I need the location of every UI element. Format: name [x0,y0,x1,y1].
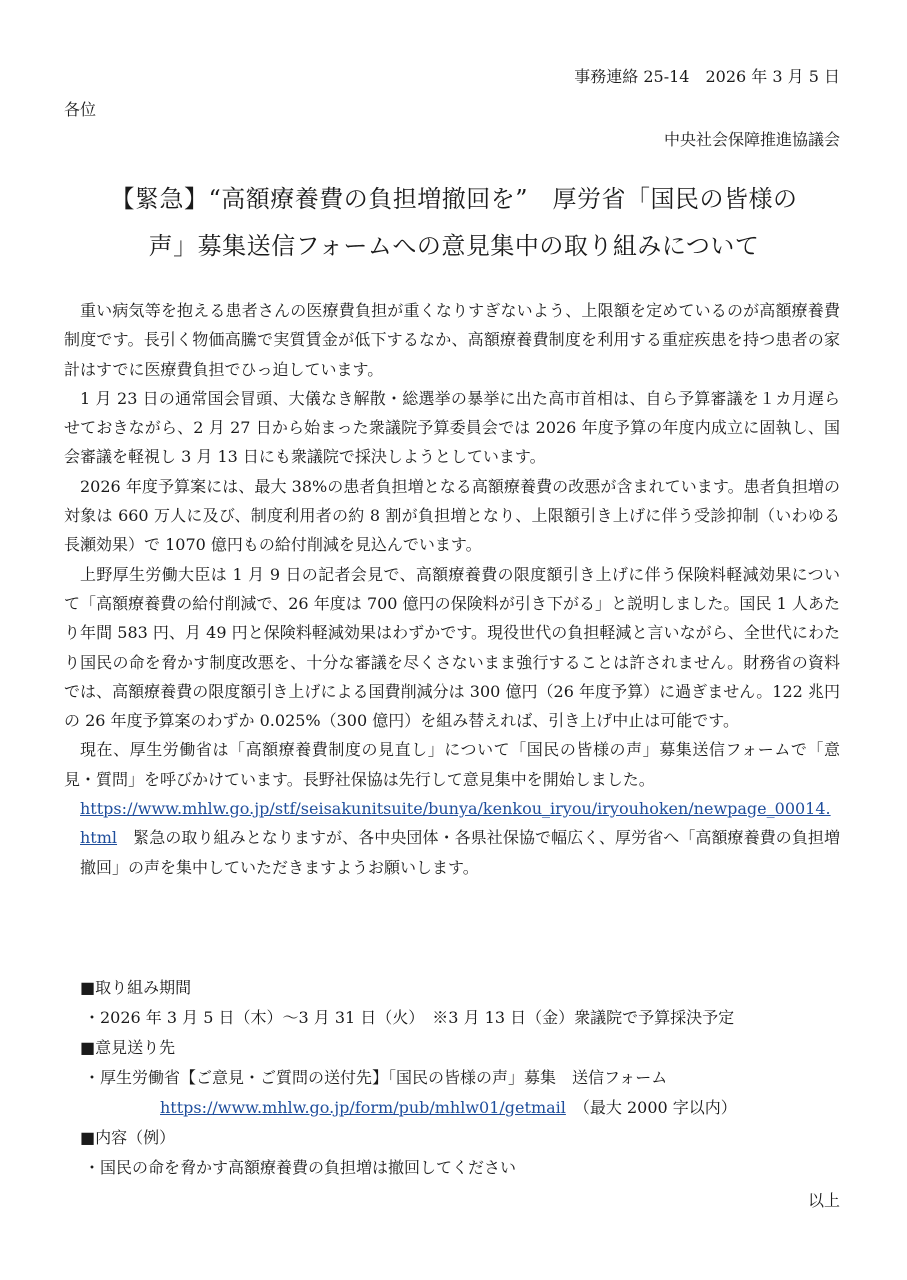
document-reference-date: 事務連絡 25-14 2026 年 3 月 5 日 [574,67,840,86]
title-line-2: 声」募集送信フォームへの意見集中の取り組みについて [148,232,760,260]
period-heading: ■取り組み期間 [80,978,192,997]
destination-heading: ■意見送り先 [80,1038,176,1057]
document-title [64,176,844,270]
addressee: 各位 [64,100,97,119]
paragraph-6-text: 緊急の取り組みとなりますが、各中央団体・各県社保協で幅広く、厚労省へ「高額療養費の負担増撤回」の声を集中していただきますようお願いします。 [80,828,840,877]
paragraph-3: 2026 年度予算案には、最大 38%の患者負担増となる高額療養費の改悪が含まれています。患者負担増の対象は 660 万人に及び、制度利用者の約 8 割が負担増となり、上限額引き上げに伴う受診抑制（いわゆる長瀬効果）で 1070 億円もの給付削減を見込んでいます。 [64,476,840,555]
destination-url-line [64,1093,840,1123]
mhlw-form-link[interactable]: https://www.mhlw.go.jp/form/pub/mhlw01/getmail [160,1098,566,1117]
paragraph-5: 現在、厚生労働省は「高額療養費制度の見直し」について「国民の皆様の声」募集送信フォームで「意見・質問」を呼びかけています。長野社保協は先行して意見集中を開始しました。 [64,740,840,789]
issuing-organization: 中央社会保障推進協議会 [663,130,840,149]
mhlw-info-link[interactable]: https://www.mhlw.go.jp/stf/seisakunitsuite/bunya/kenkou_iryou/iryouhoken/newpage_00014.html [80,799,831,848]
title-line-1: 【緊急】“高額療養費の負担増撤回を” 厚労省「国民の皆様の [110,185,798,213]
closing-mark: 以上 [807,1191,840,1210]
period-text: ・2026 年 3 月 5 日（木）～3 月 31 日（火） ※3 月 13 日（金）衆議院で予算採決予定 [84,1008,735,1027]
action-details [64,973,840,1183]
paragraph-2: 1 月 23 日の通常国会冒頭、大儀なき解散・総選挙の暴挙に出た高市首相は、自ら予算審議を１カ月遅らせておきながら、2 月 27 日から始まった衆議院予算委員会では 2026 年度予算の年度内成立に固執し、国会審議を軽視し 3 月 13 日にも衆議院で採決しようとしています。 [64,388,840,467]
content-example: ・国民の命を脅かす高額療養費の負担増は撤回してください [84,1158,517,1177]
paragraph-1: 重い病気等を抱える患者さんの医療費負担が重くなりすぎないよう、上限額を定めているのが高額療養費制度です。長引く物価高騰で実質賃金が低下するなか、高額療養費制度を利用する重症疾患を持つ患者の家計はすでに医療費負担でひっ迫しています。 [64,301,840,379]
document-body [64,296,840,882]
destination-text: ・厚生労働省【ご意見・ご質問の送付先】「国民の皆様の声」募集 送信フォーム [84,1068,668,1087]
paragraph-4: 上野厚生労働大臣は 1 月 9 日の記者会見で、高額療養費の限度額引き上げに伴う保険料軽減効果について「高額療養費の給付削減で、26 年度は 700 億円の保険料が引き下がる」と説明しました。国民 1 人あたり年間 583 円、月 49 円と保険料軽減効果はわずかです。現役世代の負担軽減と言いながら、全世代にわたり国民の命を脅かす制度改悪を、十分な審議を尽くさないまま強行することは許されません。財務省の資料では、高額療養費の限度額引き上げによる国費削減分は 300 億円（26 年度予算）に過ぎません。122 兆円の 26 年度予算案のわずか 0.025%（300 億円）を組み替えれば、引き上げ中止は可能です。 [64,564,840,731]
content-heading: ■内容（例） [80,1128,176,1147]
char-limit-note: （最大 2000 字以内） [581,1098,737,1117]
paragraph-6 [64,794,840,882]
